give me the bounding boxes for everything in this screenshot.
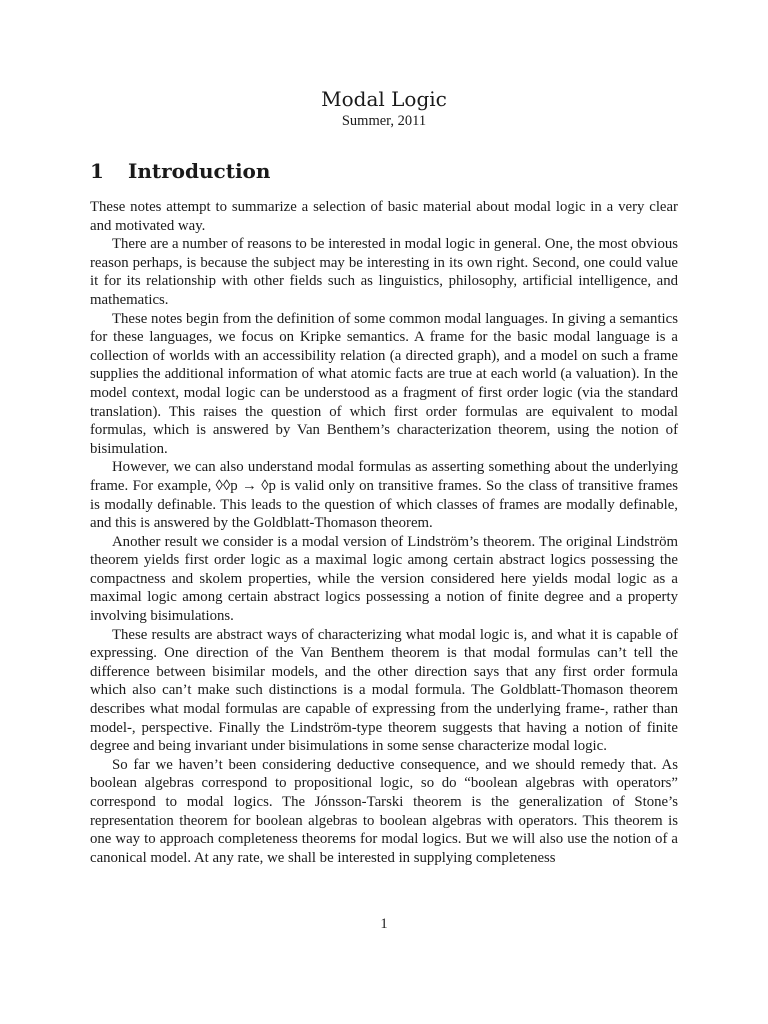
- page-number: 1: [380, 916, 388, 932]
- document-date: Summer, 2011: [341, 113, 427, 129]
- section-number: 1: [90, 159, 104, 183]
- paragraph: However, we can also understand modal formulas as asserting something about the underlying frame. For example, ◊◊p → ◊p is valid only on transitive frames. So the class of transitive frames is modally definable. This leads to the question of which classes of frames are modally definable, and this is answered by the Goldblatt-Thomason theorem.: [90, 459, 678, 532]
- section-heading: [90, 158, 678, 184]
- paragraph: There are a number of reasons to be interested in modal logic in general. One, the most obvious reason perhaps, is because the subject may be interesting in its own right. Second, one could value it for its relationship with other fields such as linguistics, philosophy, artificial intelligence, and mathematics.: [90, 236, 678, 308]
- document-title: Modal Logic: [321, 87, 447, 111]
- paragraph: Another result we consider is a modal version of Lindström’s theorem. The original Lindström theorem yields first order logic as a maximal logic among certain abstract logics possessing the compactness and skolem properties, while the version considered here yields modal logic as a maximal logic among certain abstract logics possessing a notion of finite degree and a property involving bisimulations.: [90, 533, 678, 625]
- paragraph: These notes attempt to summarize a selection of basic material about modal logic in a very clear and motivated way.: [90, 199, 678, 234]
- paragraph: These notes begin from the definition of some common modal languages. In giving a semantics for these languages, we focus on Kripke semantics. A frame for the basic modal language is a collection of worlds with an accessibility relation (a directed graph), and a model on such a frame supplies the additional information of what atomic facts are true at each world (a valuation). In the model context, modal logic can be understood as a fragment of first order logic (via the standard translation). This raises the question of which first order formulas are equivalent to modal formulas, which is answered by Van Benthem’s characterization theorem, using the notion of bisimulation.: [90, 310, 678, 457]
- section-title: Introduction: [128, 159, 271, 183]
- section-body: [90, 198, 678, 867]
- document-page: [90, 86, 678, 867]
- paragraph: These results are abstract ways of characterizing what modal logic is, and what it is capable of expressing. One direction of the Van Benthem theorem is that modal formulas can’t tell the difference between bisimilar models, and the other direction says that any first order formula which also can’t make such distinctions is a modal formula. The Goldblatt-Thomason theorem describes what modal formulas are capable of expressing from the underlying frame-, rather than model-, perspective. Finally the Lindström-type theorem suggests that having a notion of finite degree and being invariant under bisimulations in some sense characterize modal logic.: [90, 626, 678, 755]
- paragraph: So far we haven’t been considering deductive consequence, and we should remedy that. As boolean algebras correspond to propositional logic, so do “boolean algebras with operators” correspond to modal logics. The Jónsson-Tarski theorem is the generalization of Stone’s representation theorem for boolean algebras to boolean algebras with operators. This theorem is one way to approach completeness theorems for modal logics. But we will also use the notion of a canonical model. At any rate, we shall be interested in supplying completeness: [90, 756, 678, 866]
